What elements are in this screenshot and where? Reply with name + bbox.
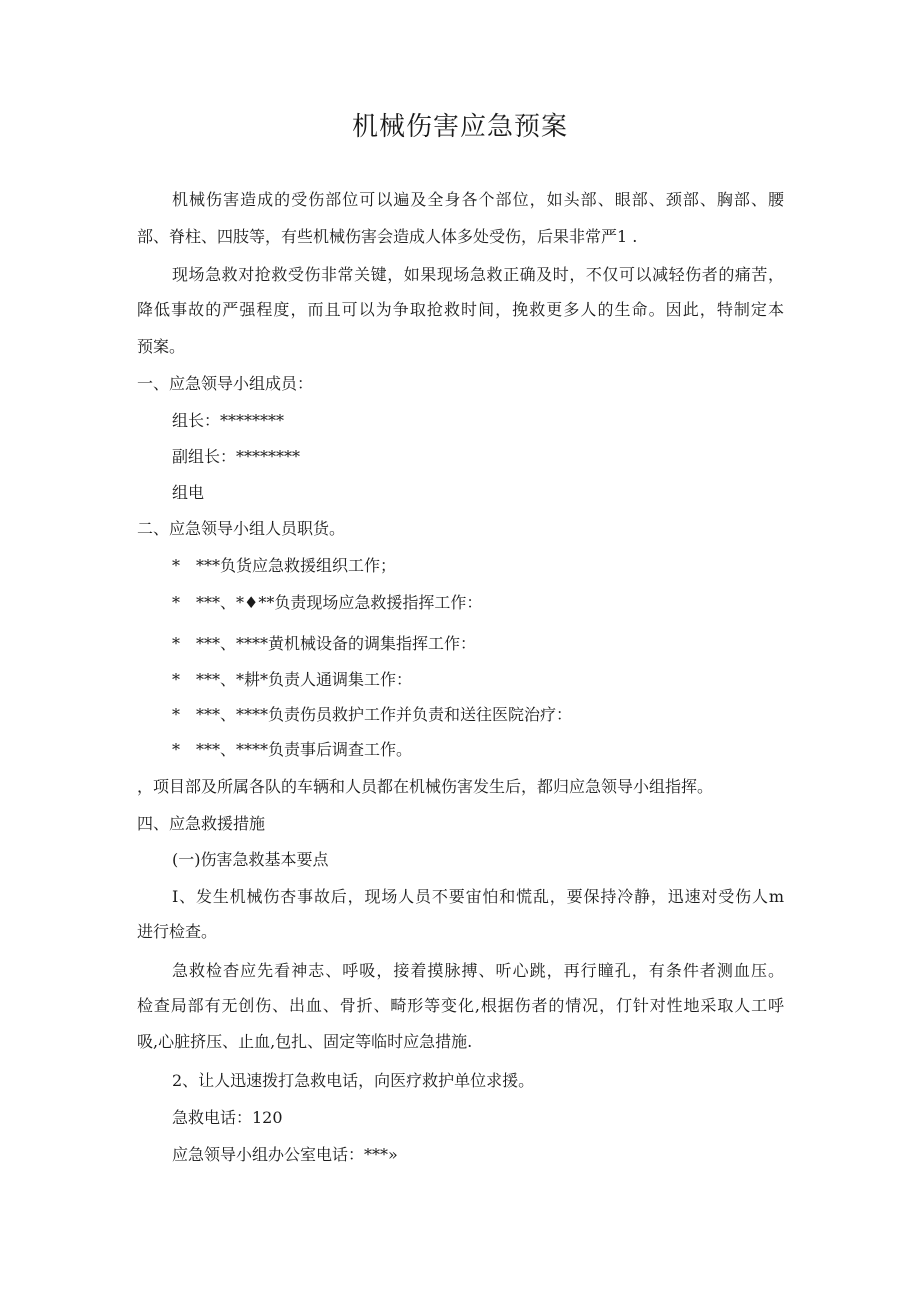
paragraph-line: 部、脊柱、四肢等，有些机械伤害会造成人体多处受伤，后果非常严1 . [137, 227, 638, 246]
list-item: * ***、****负责伤员救护工作并负责和送往医院治疗： [172, 705, 573, 724]
section-heading: 四、应急救援措施 [137, 814, 266, 833]
section-heading: 二、应急领导小组人员职货。 [137, 519, 346, 538]
list-item: * ***负货应急救援组织工作； [172, 556, 397, 575]
paragraph-line: 进行检查。 [137, 922, 218, 941]
paragraph-line: 降低事故的严强程度，而且可以为争取抢救时间，挽救更多人的生命。因此，特制定本 [137, 300, 784, 319]
paragraph-line: ，项目部及所属各队的车辆和人员都在机械伤害发生后，都归应急领导小组指挥。 [137, 777, 714, 796]
phone-line: 急救电话：120 [172, 1108, 283, 1127]
list-item: 组电 [172, 483, 205, 502]
paragraph-line: 急救检杳应先看神志、呼吸，接着摸脉搏、听心跳，再行瞳孔，有条件者测血压。 [172, 961, 784, 980]
paragraph-line: 现场急救对抢救受伤非常关键，如果现场急救正确及时，不仅可以减轻伤者的痛苦， [172, 265, 784, 284]
paragraph-line: I、发生机械伤杏事故后，现场人员不要宙怕和慌乱，要保持冷静，迅速对受伤人m [172, 887, 784, 906]
paragraph-line: 预案。 [137, 337, 186, 356]
subsection-heading: (一)伤害急救基本要点 [172, 850, 329, 869]
phone-line: 应急领导小组办公室电话：***» [172, 1145, 398, 1164]
list-item: * ***、****黄机械设备的调集指挥工作： [172, 634, 477, 653]
paragraph-line: 机械伤害造成的受伤部位可以遍及全身各个部位，如头部、眼部、颈部、胸部、腰 [172, 190, 784, 209]
document-title: 机械伤害应急预案 [351, 112, 568, 142]
paragraph-line: 2、让人迅速拨打急救电话，向医疗救护单位求援。 [172, 1071, 535, 1090]
list-item: * ***、****负责事后调查工作。 [172, 740, 413, 759]
list-item: 副组长：******** [172, 447, 301, 466]
list-item: * ***、*耕*负责人通调集工作： [172, 670, 413, 689]
list-item: * ***、*♦**负责现场应急救援指挥工作： [172, 593, 483, 612]
paragraph-line: 检查局部有无创伤、出血、骨折、畸形等变化,根据伤者的情况，仃针对性地采取人工呼 [137, 996, 784, 1015]
section-heading: 一、应急领导小组成员： [137, 374, 314, 393]
paragraph-line: 吸,心脏挤压、止血,包扎、固定等临时应急措施. [137, 1032, 473, 1051]
list-item: 组长：******** [172, 411, 285, 430]
